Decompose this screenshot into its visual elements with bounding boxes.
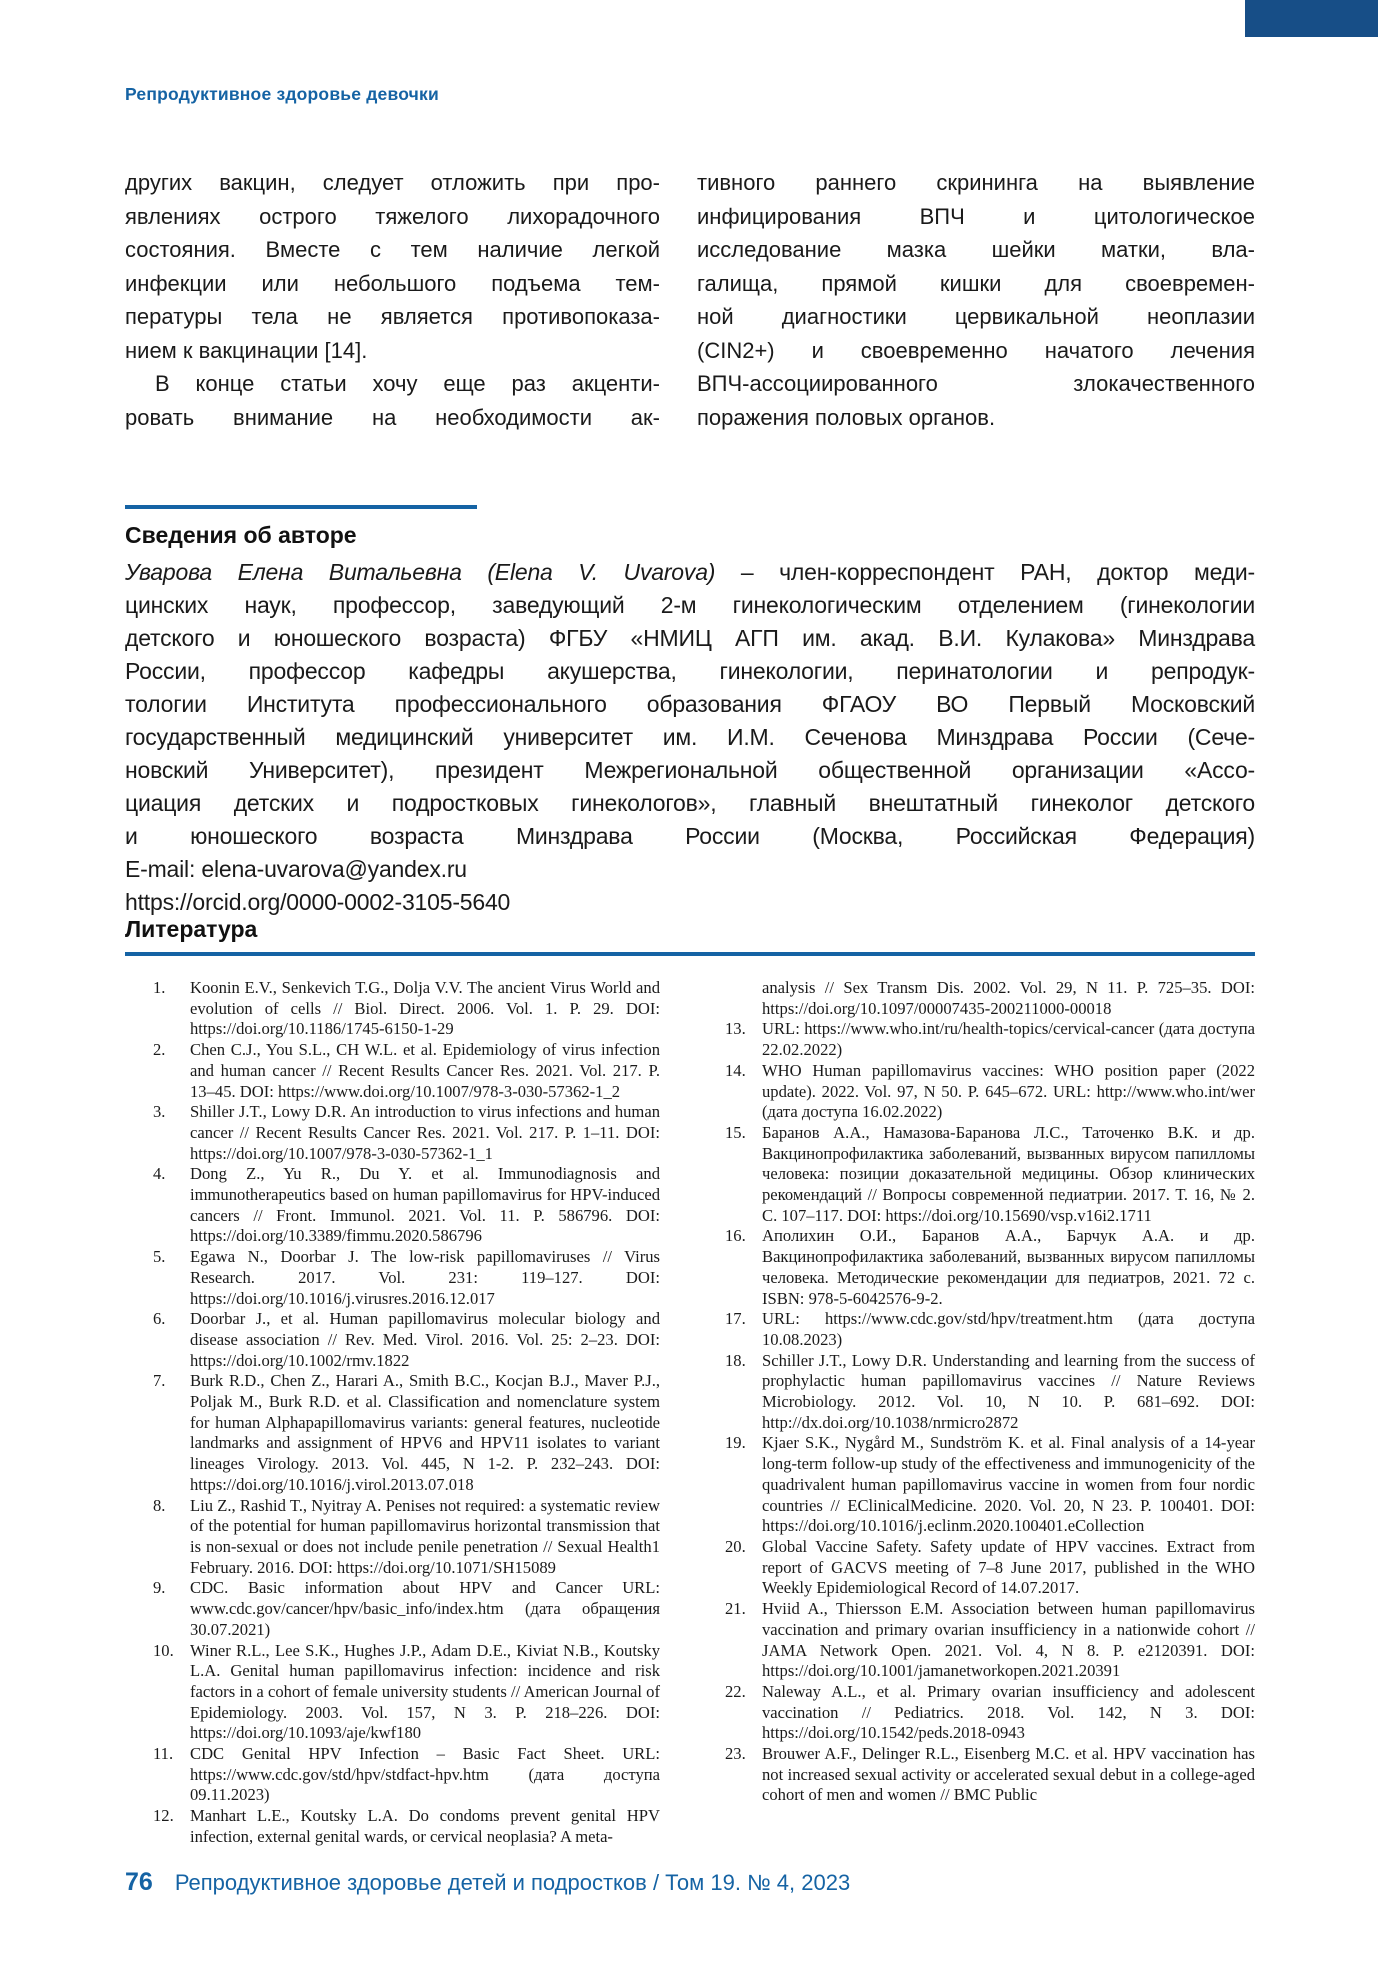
body-line: инфекции или небольшого подъема тем- (125, 270, 660, 296)
body-line: В конце статьи хочу еще раз акценти- (155, 371, 660, 396)
references-column-right (697, 978, 1255, 1848)
author-description-line: государственный медицинский университет им. И.М. Сеченова Минздрава России (Сече- (125, 724, 1255, 750)
body-line: ВПЧ-ассоциированного злокачественного (697, 371, 1255, 396)
reference-text: Manhart L.E., Koutsky L.A. Do condoms prevent genital HPV infection, external genital wards, or cervical neoplasia? A meta- (190, 1806, 660, 1846)
reference-item (725, 1599, 1255, 1682)
references-rule (125, 952, 1255, 956)
author-description-line: тологии Института профессионального образования ФГАОУ ВО Первый Московский (125, 691, 1255, 717)
reference-item (153, 1806, 660, 1847)
page-footer (125, 1868, 850, 1897)
reference-text: Naleway A.L., et al. Primary ovarian insufficiency and adolescent vaccination // Pediatrics. 2018. Vol. 142, N 3. DOI: https://doi.org/10.1542/peds.2018-0943 (762, 1681, 1255, 1743)
reference-text: Dong Z., Yu R., Du Y. et al. Immunodiagnosis and immunotherapeutics based on human papillomavirus for HPV-induced cancers // Front. Immunol. 2021. Vol. 11. P. 586796. DOI: https://doi.org/10.3389/fimmu.2020.586796 (190, 1164, 660, 1246)
author-title-text: – член-корреспондент РАН, доктор меди- (715, 559, 1255, 585)
reference-item (153, 1371, 660, 1495)
body-line: явлениях острого тяжелого лихорадочного (125, 203, 660, 229)
reference-number: 14. (725, 1060, 746, 1080)
reference-text: Doorbar J., et al. Human papillomavirus molecular biology and disease association // Rev. Med. Virol. 2016. Vol. 25: 2–23. DOI: https://doi.org/10.1002/rmv.1822 (190, 1309, 660, 1370)
reference-number: 11. (153, 1744, 174, 1764)
body-line: нием к вакцинации [14]. (125, 337, 368, 363)
reference-text: Hviid A., Thiersson E.M. Association between human papillomavirus vaccination and primary ovarian insufficiency in a nationwide cohort // JAMA Network Open. 2021. Vol. 4, N 8. P. e2120391. DOI: https://doi.org/10.1001/jamanetworkopen.2021.20391 (762, 1599, 1255, 1681)
reference-number: 20. (725, 1536, 746, 1556)
body-line: исследование мазка шейки матки, вла- (697, 237, 1255, 262)
reference-text: Burk R.D., Chen Z., Harari A., Smith B.C., Kocjan B.J., Maver P.J., Poljak M., Burk R.D. et al. Classification and nomenclature system for human Alphapapillomavirus variants: general features, nucleotide landmarks and assignment of HPV6 and HPV11 isolates to variant lineages Virology. 2013. Vol. 445, N 1-2. P. 232–243. DOI: https://doi.org/10.1016/j.virol.2013.07.018 (190, 1371, 660, 1494)
reference-item (725, 978, 1255, 1019)
reference-number: 13. (725, 1019, 746, 1039)
reference-item (725, 1351, 1255, 1434)
reference-item (153, 1247, 660, 1309)
reference-number: 4. (153, 1164, 166, 1184)
body-line: (CIN2+) и своевременно начатого лечения (697, 337, 1255, 363)
references-column-left (125, 978, 660, 1848)
author-description-line: новский Университет), президент Межрегиональной общественной организации «Ассо- (125, 757, 1255, 783)
reference-number: 10. (153, 1640, 174, 1660)
reference-item (725, 1433, 1255, 1537)
reference-text: WHO Human papillomavirus vaccines: WHO position paper (2022 update). 2022. Vol. 97, N 50. P. 645–672. URL: http://www.who.int/wer (дата доступа 16.02.2022) (762, 1060, 1255, 1122)
reference-text: Liu Z., Rashid T., Nyitray A. Penises not required: a systematic review of the potential for human papillomavirus horizontal transmission that is non-sexual or does not include penile penetration // Sexual Health1 February. 2016. DOI: https://doi.org/10.1071/SH15089 (190, 1495, 660, 1577)
references-heading: Литература (125, 916, 258, 942)
reference-number: 17. (725, 1309, 746, 1329)
reference-text: CDC Genital HPV Infection – Basic Fact Sheet. URL: https://www.cdc.gov/std/hpv/stdfact-hpv.htm (дата доступа 09.11.2023) (190, 1744, 660, 1805)
page-corner-tab (1245, 0, 1378, 37)
author-description-line: детского и юношеского возраста) ФГБУ «НМИЦ АГП им. акад. В.И. Кулакова» Минздрава (125, 625, 1255, 651)
author-orcid-link[interactable]: https://orcid.org/0000-0002-3105-5640 (125, 889, 511, 915)
author-email[interactable]: E-mail: elena-uvarova@yandex.ru (125, 856, 467, 882)
body-line: ровать внимание на необходимости ак- (125, 404, 660, 430)
body-line: поражения половых органов. (697, 404, 996, 430)
references-list (125, 978, 1255, 1848)
reference-number: 22. (725, 1681, 746, 1701)
reference-text: Schiller J.T., Lowy D.R. Understanding and learning from the success of prophylactic human papillomavirus vaccines // Nature Reviews Microbiology. 2012. Vol. 10, N 10. P. 681–692. DOI: http://dx.doi.org/10.1038/nrmicro2872 (762, 1350, 1255, 1432)
journal-footer-title: Репродуктивное здоровье детей и подростков / Том 19. № 4, 2023 (174, 1870, 851, 1895)
author-line-first (125, 556, 1255, 589)
body-line: других вакцин, следует отложить при про- (125, 170, 660, 195)
body-line: состояния. Вместе с тем наличие легкой (125, 237, 660, 262)
reference-item (725, 1226, 1255, 1309)
author-description (125, 589, 1255, 853)
reference-text: analysis // Sex Transm Dis. 2002. Vol. 29, N 11. P. 725–35. DOI: https://doi.org/10.1097/00007435-200211000-00018 (762, 978, 1255, 1018)
reference-text: Koonin E.V., Senkevich T.G., Dolja V.V. The ancient Virus World and evolution of cells // Biol. Direct. 2006. Vol. 1. P. 29. DOI: https://doi.org/10.1186/1745-6150-1-29 (190, 978, 660, 1039)
reference-item (153, 1641, 660, 1745)
reference-text: Shiller J.T., Lowy D.R. An introduction to virus infections and human cancer // Recent Results Cancer Res. 2021. Vol. 217. P. 1–11. DOI: https://doi.org/10.1007/978-3-030-57362-1_1 (190, 1102, 660, 1163)
reference-number: 5. (153, 1247, 166, 1267)
reference-text: CDC. Basic information about HPV and Cancer URL: www.cdc.gov/cancer/hpv/basic_info/index.htm (дата обращения 30.07.2021) (190, 1578, 660, 1639)
author-info (125, 556, 1255, 919)
reference-item (725, 1123, 1255, 1227)
reference-number: 7. (153, 1371, 166, 1391)
reference-number: 2. (153, 1040, 166, 1060)
running-head: Репродуктивное здоровье девочки (125, 84, 439, 104)
body-column-left (125, 166, 660, 434)
author-description-line: цинских наук, профессор, заведующий 2-м гинекологическим отделением (гинекологии (125, 592, 1255, 618)
author-name: Уварова Елена Витальевна (Elena V. Uvarova) (125, 559, 716, 585)
body-line: пературы тела не является противопоказа- (125, 304, 660, 329)
reference-text: URL: https://www.cdc.gov/std/hpv/treatment.htm (дата доступа 10.08.2023) (762, 1309, 1255, 1349)
body-line: тивного раннего скрининга на выявление (697, 170, 1255, 195)
reference-item (725, 1682, 1255, 1744)
reference-number: 12. (153, 1806, 174, 1826)
reference-item (725, 1309, 1255, 1350)
reference-text: Brouwer A.F., Delinger R.L., Eisenberg M.C. et al. HPV vaccination has not increased sexual activity or accelerated sexual debut in a college-aged cohort of men and women // BMC Public (762, 1744, 1255, 1805)
body-line: галища, прямой кишки для своевремен- (697, 270, 1255, 296)
reference-text: Баранов А.А., Намазова-Баранова Л.С., Таточенко В.К. и др. Вакцинопрофилактика заболеваний, вызванных вирусом папилломы человека: позиции доказательной медицины. Обзор клинических рекомендаций // Вопросы современной педиатрии. 2017. Т. 16, № 2. С. 107–117. DOI: https://doi.org/10.15690/vsp.v16i2.1711 (762, 1122, 1255, 1225)
reference-number (725, 978, 762, 1019)
reference-item (725, 1537, 1255, 1599)
reference-text: Kjaer S.K., Nygård M., Sundström K. et al. Final analysis of a 14-year long-term follow-up study of the effectiveness and immunogenicity of the quadrivalent human papillomavirus vaccine in women from four nordic countries // EClinicalMedicine. 2020. Vol. 20, N 23. P. 100401. DOI: https://doi.org/10.1016/j.eclinm.2020.100401.eCollection (762, 1433, 1255, 1536)
reference-number: 15. (725, 1122, 746, 1142)
reference-text: Egawa N., Doorbar J. The low-risk papillomaviruses // Virus Research. 2017. Vol. 231: 119–127. DOI: https://doi.org/10.1016/j.virusres.2016.12.017 (190, 1247, 660, 1308)
reference-number: 21. (725, 1599, 746, 1619)
reference-item (153, 1309, 660, 1371)
page-number: 76 (125, 1868, 153, 1896)
body-line: ной диагностики цервикальной неоплазии (697, 304, 1255, 329)
reference-item (153, 1496, 660, 1579)
article-body (125, 166, 1255, 434)
body-column-right (697, 166, 1255, 434)
reference-number: 3. (153, 1102, 166, 1122)
reference-item (153, 1744, 660, 1806)
reference-number: 9. (153, 1578, 166, 1598)
reference-number: 23. (725, 1744, 746, 1764)
reference-item (153, 1102, 660, 1164)
reference-item (725, 1061, 1255, 1123)
reference-item (153, 978, 660, 1040)
reference-number: 8. (153, 1495, 166, 1515)
author-section-heading: Сведения об авторе (125, 522, 357, 548)
reference-text: Winer R.L., Lee S.K., Hughes J.P., Adam D.E., Kiviat N.B., Koutsky L.A. Genital human papillomavirus infection: incidence and risk factors in a cohort of female university students // American Journal of Epidemiology. 2003. Vol. 157, N 3. P. 218–226. DOI: https://doi.org/10.1093/aje/kwf180 (190, 1640, 660, 1743)
body-line: инфицирования ВПЧ и цитологическое (697, 203, 1255, 229)
reference-item (153, 1164, 660, 1247)
reference-number: 16. (725, 1226, 746, 1246)
reference-number: 1. (153, 978, 166, 997)
reference-item (153, 1040, 660, 1102)
reference-item (153, 1578, 660, 1640)
author-description-line: и юношеского возраста Минздрава России (Москва, Российская Федерация) (125, 823, 1255, 849)
reference-text: Аполихин О.И., Баранов А.А., Барчук А.А. и др. Вакцинопрофилактика заболеваний, вызванных вирусом папилломы человека. Методические рекомендации для педиатров, 2021. 72 с. ISBN: 978-5-6042576-9-2. (762, 1226, 1255, 1308)
author-section-rule (125, 505, 477, 509)
reference-item (725, 1744, 1255, 1806)
reference-number: 18. (725, 1350, 746, 1370)
author-description-line: России, профессор кафедры акушерства, гинекологии, перинатологии и репродук- (125, 658, 1255, 684)
reference-text: Global Vaccine Safety. Safety update of HPV vaccines. Extract from report of GACVS meeting of 7–8 June 2017, published in the WHO Weekly Epidemiological Record of 14.07.2017. (762, 1536, 1255, 1598)
author-description-line: циация детских и подростковых гинекологов», главный внештатный гинеколог детского (125, 790, 1255, 816)
reference-number: 6. (153, 1309, 166, 1329)
reference-text: URL: https://www.who.int/ru/health-topics/cervical-cancer (дата доступа 22.02.2022) (762, 1019, 1255, 1060)
reference-item (725, 1019, 1255, 1060)
reference-number: 19. (725, 1433, 746, 1453)
reference-text: Chen C.J., You S.L., CH W.L. et al. Epidemiology of virus infection and human cancer // Recent Results Cancer Res. 2021. Vol. 217. P. 13–45. DOI: https://www.doi.org/10.1007/978-3-030-57362-1_2 (190, 1040, 660, 1101)
